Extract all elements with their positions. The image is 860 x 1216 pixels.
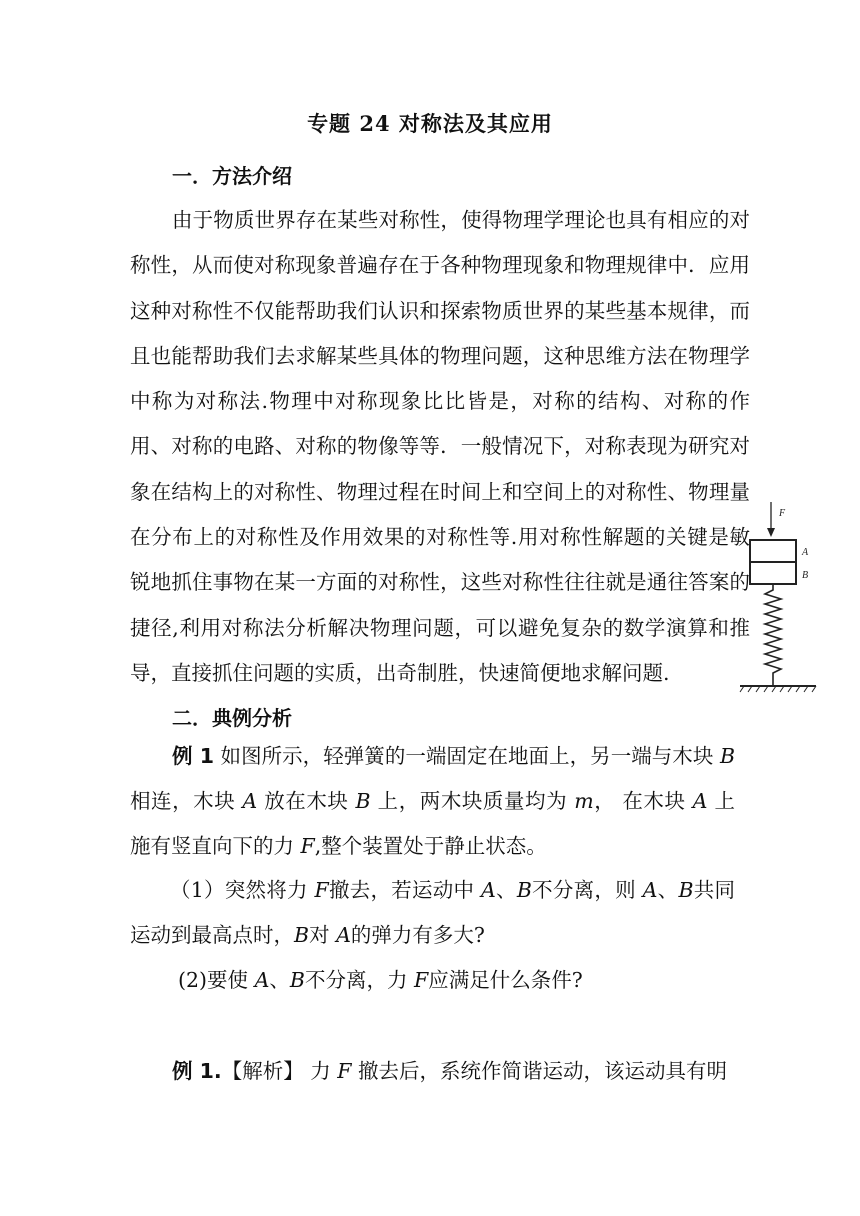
question-text: 的弹力有多大? bbox=[350, 923, 485, 947]
question-2 bbox=[178, 958, 783, 1003]
example-text: 如图所示，轻弹簧的一端固定在地面上，另一端与木块 bbox=[213, 744, 720, 768]
question-text: 撤去，若运动中 bbox=[328, 878, 481, 902]
example-text: 上施有竖直向下的力 bbox=[130, 789, 735, 858]
analysis-text: 撤去后，系统作简谐运动，该运动具有明 bbox=[351, 1059, 727, 1083]
var-m: m bbox=[574, 789, 594, 813]
var-A: A bbox=[642, 878, 658, 902]
arrow-head-icon bbox=[767, 528, 775, 537]
intro-text: 由于物质世界存在某些对称性，使得物理学理论也具有相应的对称性，从而使对称现象普遍存在于各种物理现象和物理规律中．应用这种对称性不仅能帮助我们认识和探索物质世界的某些基本规律，而且也能帮助我们去求解某些具体的物理问题，这种思维方法在物理学中称为对称法.物理中对称现象比比皆是，对称的结构、对称的作用、对称的电路、对称的物像等等．一般情况下，对称表现为研究对象在结构上的对称性、物理过程在时间上和空间上的对称性、物理量在分布上的对称性及作用效果的对称性等.用对称性解题的关键是敏锐地抓住事物在某一方面的对称性，这些对称性往往就是通往答案的捷径,利用对称法分析解决物理问题，可以避免复杂的数学演算和推导，直接抓住问题的实质，出奇制胜，快速简便地求解问题. bbox=[130, 208, 750, 685]
var-A: A bbox=[254, 968, 270, 992]
example-text: 放在木块 bbox=[257, 789, 356, 813]
example-1-paragraph bbox=[130, 734, 735, 869]
example-label: 例 1 bbox=[172, 744, 214, 768]
var-F: F bbox=[337, 1059, 352, 1083]
section-heading-method: 一．方法介绍 bbox=[172, 164, 292, 188]
var-A: A bbox=[692, 789, 708, 813]
figure-label-B: B bbox=[802, 570, 809, 581]
var-B: B bbox=[355, 789, 371, 813]
var-A: A bbox=[481, 878, 496, 902]
question-text: 共同运动到最高点时， bbox=[130, 878, 736, 947]
example-text: 上，两木块质量均为 bbox=[370, 789, 575, 813]
var-F: F bbox=[314, 878, 329, 902]
analysis-bracket: 【解析】 bbox=[221, 1059, 304, 1083]
question-text: （1）突然将力 bbox=[170, 878, 315, 902]
question-text: 、 bbox=[657, 878, 679, 902]
question-text: 不分离，力 bbox=[304, 968, 414, 992]
figure-label-F: F bbox=[779, 508, 786, 519]
question-text: 、 bbox=[269, 968, 290, 992]
analysis-text: 力 bbox=[303, 1059, 338, 1083]
question-text: (2)要使 bbox=[178, 968, 255, 992]
spring bbox=[765, 584, 781, 686]
question-text: 应满足什么条件? bbox=[428, 968, 583, 992]
question-text: 不分离，则 bbox=[531, 878, 643, 902]
section-heading-examples: 二．典例分析 bbox=[172, 706, 292, 730]
var-B: B bbox=[516, 878, 532, 902]
analysis-label: 例 1. bbox=[172, 1059, 222, 1083]
spring-block-figure bbox=[738, 500, 818, 695]
var-A: A bbox=[336, 923, 351, 947]
example-text: ， 在木块 bbox=[593, 789, 693, 813]
page-title: 专题 24 对称法及其应用 bbox=[307, 111, 553, 136]
var-B: B bbox=[289, 968, 305, 992]
example-text: 相连，木块 bbox=[130, 789, 243, 813]
var-A: A bbox=[242, 789, 258, 813]
block-A bbox=[750, 540, 796, 562]
intro-paragraph bbox=[130, 198, 750, 696]
question-1 bbox=[130, 868, 735, 958]
analysis-paragraph bbox=[130, 1049, 735, 1094]
block-B bbox=[750, 562, 796, 584]
var-F: F bbox=[300, 834, 315, 858]
var-B: B bbox=[294, 923, 310, 947]
question-text: 对 bbox=[309, 923, 337, 947]
question-text: 、 bbox=[495, 878, 517, 902]
var-B: B bbox=[678, 878, 694, 902]
figure-label-A: A bbox=[802, 547, 809, 558]
var-B: B bbox=[719, 744, 736, 768]
var-F: F bbox=[413, 968, 429, 992]
example-text: ,整个装置处于静止状态。 bbox=[314, 834, 547, 858]
